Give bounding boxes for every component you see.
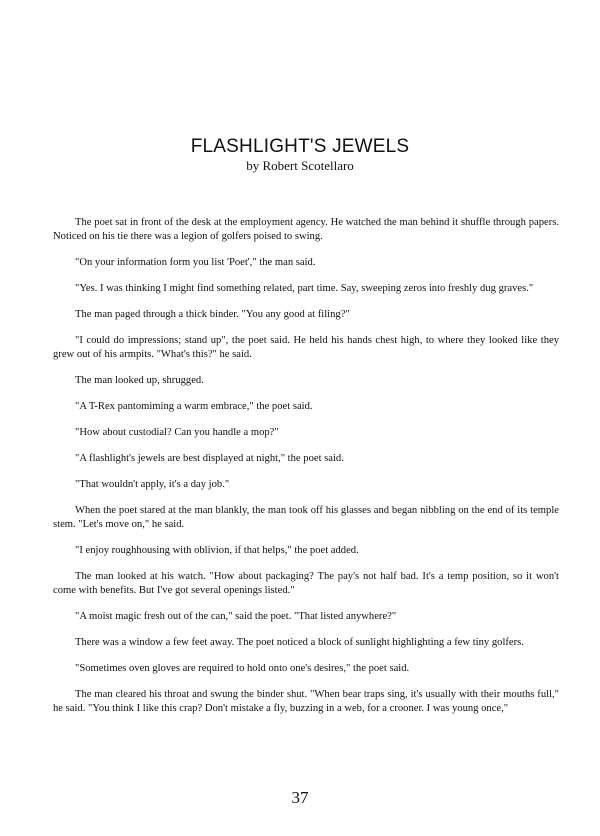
paragraph: "A T-Rex pantomiming a warm embrace," the poet said.: [75, 401, 313, 412]
paragraph: The man paged through a thick binder. "You any good at filing?": [75, 309, 350, 320]
story-byline: by Robert Scotellaro: [246, 158, 354, 173]
paragraph: "Sometimes oven gloves are required to hold onto one's desires," the poet said.: [75, 663, 410, 674]
paragraph: "A moist magic fresh out of the can," said the poet. "That listed anywhere?": [75, 611, 397, 622]
story-body: [53, 216, 559, 728]
paragraph: "I enjoy roughhousing with oblivion, if that helps," the poet added.: [75, 545, 359, 556]
paragraph: When the poet stared at the man blankly, the man took off his glasses and began nibbling on the end of its temple stem. "Let's move on," he said.: [53, 505, 559, 530]
page-number: 37: [291, 788, 309, 807]
paragraph: "A flashlight's jewels are best displayed at night," the poet said.: [75, 453, 344, 464]
story-title: FLASHLIGHT'S JEWELS: [190, 136, 410, 157]
paragraph: The man looked at his watch. "How about packaging? The pay's not half bad. It's a temp position, so it won't come with benefits. But I've got several openings listed.": [53, 571, 559, 596]
paragraph: "I could do impressions; stand up", the poet said. He held his hands chest high, to where they looked like they grew out of his armpits. "What's this?" he said.: [53, 335, 559, 360]
paragraph: "That wouldn't apply, it's a day job.": [75, 479, 230, 490]
paragraph: "On your information form you list 'Poet'," the man said.: [75, 257, 316, 268]
paragraph: The poet sat in front of the desk at the employment agency. He watched the man behind it shuffle through papers. Noticed on his tie there was a legion of golfers poised to swing.: [53, 217, 559, 242]
paragraph: "How about custodial? Can you handle a mop?": [75, 427, 279, 438]
paragraph: "Yes. I was thinking I might find something related, part time. Say, sweeping zeros into freshly dug graves.": [75, 283, 534, 294]
paragraph: The man looked up, shrugged.: [75, 375, 204, 386]
paragraph: The man cleared his throat and swung the binder shut. "When bear traps sing, it's usually with their mouths full," he said. "You think I like this crap? Don't mistake a fly, buzzing in a web, for a crooner. I was young once,": [53, 689, 559, 714]
paragraph: There was a window a few feet away. The poet noticed a block of sunlight highlighting a few tiny golfers.: [75, 637, 524, 648]
